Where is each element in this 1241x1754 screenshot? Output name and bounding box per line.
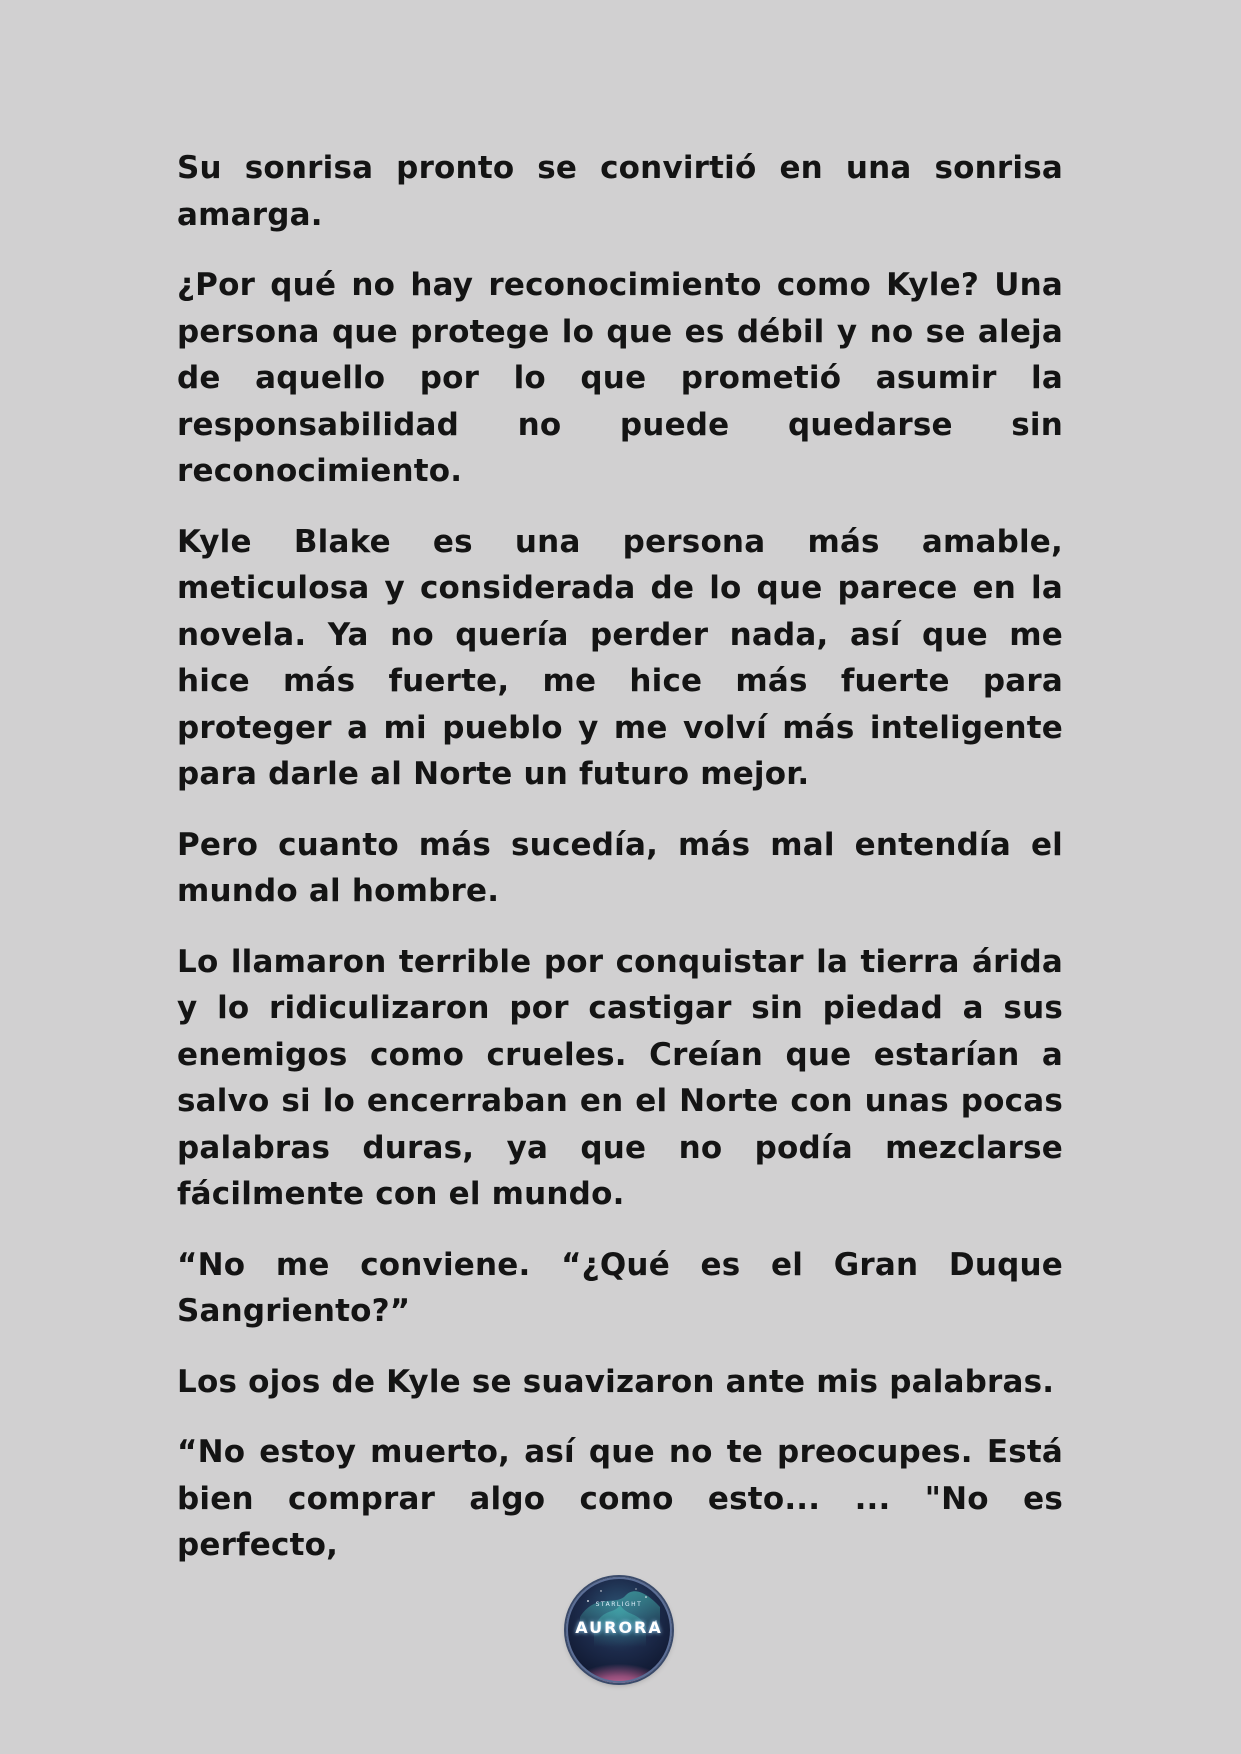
paragraph: Pero cuanto más sucedía, más mal entendía el mundo al hombre.	[177, 826, 1063, 909]
paragraph: ¿Por qué no hay reconocimiento como Kyle? Una persona que protege lo que es débil y no se aleja de aquello por lo que prometió asumir la responsabilidad no puede quedarse sin reconocimiento.	[177, 267, 1063, 489]
text-body	[177, 145, 1063, 1593]
paragraph: “No estoy muerto, así que no te preocupes. Está bien comprar algo como esto... ... "No es perfecto,	[177, 1434, 1063, 1563]
paragraph: Su sonrisa pronto se convirtió en una sonrisa amarga.	[177, 150, 1063, 233]
paragraph: “No me conviene. “¿Qué es el Gran Duque Sangriento?”	[177, 1246, 1063, 1329]
paragraph: Los ojos de Kyle se suavizaron ante mis palabras.	[177, 1363, 1055, 1400]
aurora-logo	[566, 1577, 672, 1683]
paragraph: Kyle Blake es una persona más amable, meticulosa y considerada de lo que parece en la novela. Ya no quería perder nada, así que me hice más fuerte, me hice más fuerte para proteger a mi pueblo y me volví más inteligente para darle al Norte un futuro mejor.	[177, 523, 1063, 792]
logo-subtitle: STARLIGHT	[595, 1601, 643, 1608]
logo-title: AURORA	[575, 1618, 663, 1637]
paragraph: Lo llamaron terrible por conquistar la tierra árida y lo ridiculizaron por castigar sin piedad a sus enemigos como crueles. Creían que estarían a salvo si lo encerraban en el Norte con unas pocas palabras duras, ya que no podía mezclarse fácilmente con el mundo.	[177, 943, 1063, 1212]
